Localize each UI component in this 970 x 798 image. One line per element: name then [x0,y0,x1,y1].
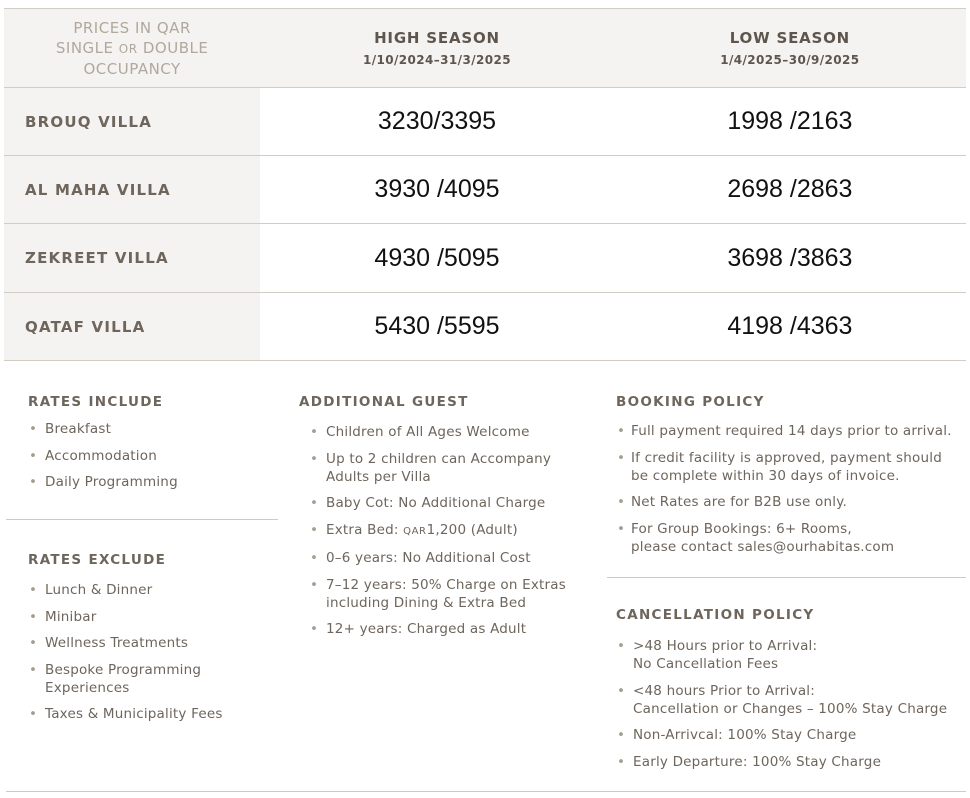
additional-guest-list [309,423,589,638]
list-item: • Accommodation [29,447,157,464]
list-item: • Children of All Ages Welcome [310,424,530,440]
table-row [4,293,966,361]
low-season-price: 1998 /2163 [727,107,853,135]
low-season-price: 4198 /4363 [727,312,853,340]
list-item: • <48 hours Prior to Arrival: Cancellation or Changes – 100% Stay Charge [617,682,948,717]
rates-include-section [28,394,278,500]
list-item: • >48 Hours prior to Arrival: No Cancellation Fees [617,638,818,672]
list-item: • Up to 2 children can Accompany Adults per Villa [310,450,552,485]
table-row [4,88,966,156]
list-item: • 12+ years: Charged as Adult [310,621,527,637]
list-item: • Baby Cot: No Additional Charge [310,495,546,511]
villa-name: AL MAHA VILLA [4,156,260,224]
rate-table-header [4,9,966,88]
list-item: • Minibar [29,608,97,625]
list-item: • 0–6 years: No Additional Cost [310,550,531,566]
list-item: • Breakfast [29,421,112,437]
rates-exclude-section [28,552,278,732]
list-item: • Early Departure: 100% Stay Charge [617,753,882,770]
villa-name: BROUQ VILLA [4,88,260,156]
list-item: • Net Rates are for B2B use only. [617,494,847,510]
cancellation-policy-title: CANCELLATION POLICY [616,607,815,623]
list-item: • Wellness Treatments [29,635,189,651]
booking-policy-title: BOOKING POLICY [616,394,765,410]
high-season-price: 3930 /4095 [374,175,500,203]
list-item: • 7–12 years: 50% Charge on Extras including Dining & Extra Bed [310,576,567,611]
rate-table [4,8,966,361]
villa-name: QATAF VILLA [4,293,260,361]
list-item: • If credit facility is approved, payment should be complete within 30 days of invoice. [617,449,942,484]
additional-guest-section [299,394,589,647]
list-item: • Extra Bed: QAR1,200 (Adult) [310,521,518,538]
high-season-price: 4930 /5095 [374,243,500,272]
list-item: • Taxes & Municipality Fees [29,706,223,722]
villa-name: ZEKREET VILLA [4,224,260,293]
header-label-cell [4,9,260,88]
bottom-divider [6,791,966,792]
list-item: • Lunch & Dinner [29,582,153,598]
rates-exclude-title: RATES EXCLUDE [28,552,167,568]
header-label: PRICES IN QAR SINGLE OR DOUBLE OCCUPANCY [55,18,209,78]
list-item: • Full payment required 14 days prior to arrival. [617,423,952,439]
low-season-price: 3698 /3863 [727,243,853,272]
additional-guest-title: ADDITIONAL GUEST [299,394,469,410]
cancellation-policy-list [616,637,966,771]
divider [6,519,278,520]
list-item: • For Group Bookings: 6+ Rooms, please contact sales@ourhabitas.com [617,520,895,555]
cancellation-policy-section [616,607,966,779]
divider [607,577,966,578]
rates-include-list [28,420,278,491]
table-row [4,156,966,224]
booking-policy-list [616,422,966,556]
booking-policy-section [616,394,966,564]
header-high-season: HIGH SEASON 1/10/2024–31/3/2025 [260,9,614,88]
header-low-season: LOW SEASON 1/4/2025–30/9/2025 [614,9,966,88]
table-row [4,224,966,293]
list-item: • Daily Programming [29,474,178,490]
list-item: • Bespoke Programming Experiences [29,661,202,696]
low-season-price: 2698 /2863 [727,175,853,203]
high-season-price: 5430 /5595 [374,312,500,340]
list-item: • Non-Arrivcal: 100% Stay Charge [617,727,857,743]
rates-exclude-list [28,581,278,723]
rates-include-title: RATES INCLUDE [28,394,164,410]
high-season-price: 3230/3395 [377,107,497,135]
